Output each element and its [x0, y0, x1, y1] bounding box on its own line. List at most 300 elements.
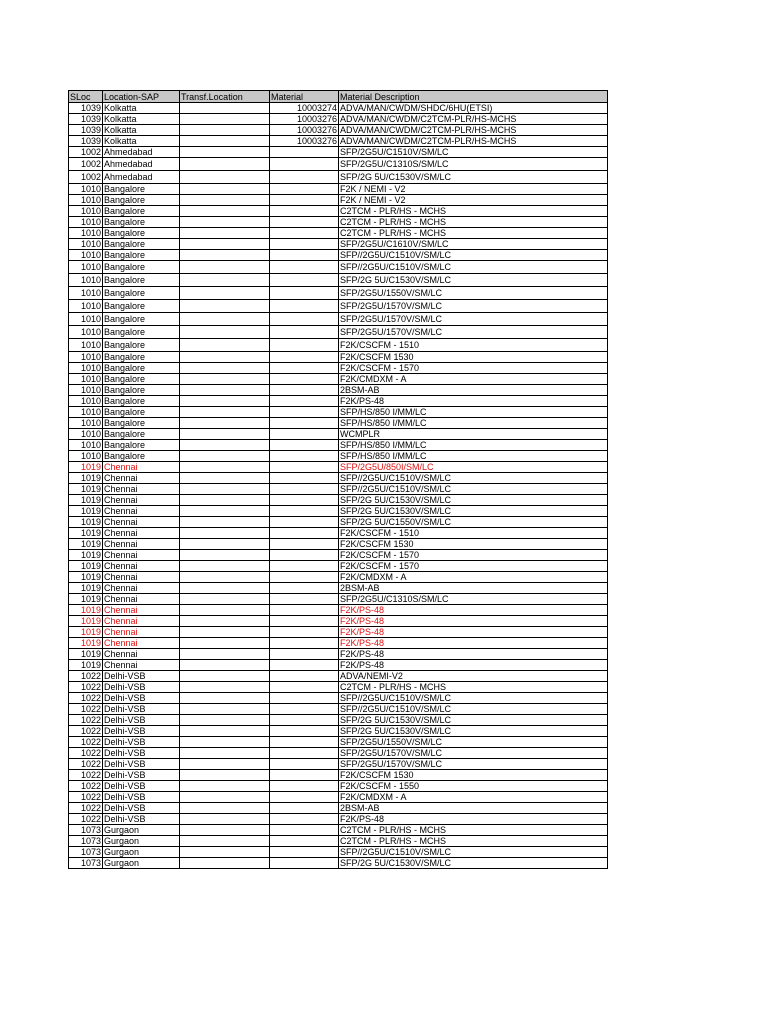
cell-material[interactable]	[270, 440, 339, 451]
header-material[interactable]: Material	[270, 91, 339, 103]
cell-location-sap[interactable]: Gurgaon	[103, 847, 180, 858]
cell-transf-location[interactable]	[180, 313, 270, 326]
cell-location-sap[interactable]: Bangalore	[103, 363, 180, 374]
cell-sloc[interactable]: 1010	[69, 418, 103, 429]
cell-transf-location[interactable]	[180, 539, 270, 550]
cell-location-sap[interactable]: Bangalore	[103, 385, 180, 396]
cell-sloc[interactable]: 1019	[69, 616, 103, 627]
cell-sloc[interactable]: 1002	[69, 171, 103, 184]
cell-transf-location[interactable]	[180, 649, 270, 660]
cell-location-sap[interactable]: Ahmedabad	[103, 147, 180, 158]
cell-sloc[interactable]: 1010	[69, 451, 103, 462]
cell-material[interactable]	[270, 627, 339, 638]
cell-material[interactable]	[270, 759, 339, 770]
cell-material[interactable]	[270, 326, 339, 339]
cell-material-description[interactable]: 2BSM-AB	[339, 583, 608, 594]
cell-location-sap[interactable]: Bangalore	[103, 339, 180, 352]
cell-material[interactable]	[270, 715, 339, 726]
cell-location-sap[interactable]: Ahmedabad	[103, 171, 180, 184]
cell-transf-location[interactable]	[180, 114, 270, 125]
cell-material-description[interactable]: SFP/2G5U/C1310S/SM/LC	[339, 594, 608, 605]
cell-sloc[interactable]: 1010	[69, 407, 103, 418]
cell-location-sap[interactable]: Chennai	[103, 506, 180, 517]
cell-transf-location[interactable]	[180, 440, 270, 451]
cell-location-sap[interactable]: Chennai	[103, 473, 180, 484]
cell-location-sap[interactable]: Delhi-VSB	[103, 748, 180, 759]
header-sloc[interactable]: SLoc	[69, 91, 103, 103]
cell-sloc[interactable]: 1073	[69, 825, 103, 836]
cell-material[interactable]	[270, 561, 339, 572]
cell-material[interactable]	[270, 693, 339, 704]
cell-transf-location[interactable]	[180, 550, 270, 561]
cell-material[interactable]	[270, 363, 339, 374]
cell-location-sap[interactable]: Bangalore	[103, 206, 180, 217]
cell-transf-location[interactable]	[180, 473, 270, 484]
cell-sloc[interactable]: 1010	[69, 217, 103, 228]
cell-material-description[interactable]: SFP/2G 5U/C1530V/SM/LC	[339, 858, 608, 869]
cell-material-description[interactable]: C2TCM - PLR/HS - MCHS	[339, 836, 608, 847]
cell-location-sap[interactable]: Bangalore	[103, 217, 180, 228]
cell-material-description[interactable]: SFP/2G5U/1550V/SM/LC	[339, 287, 608, 300]
cell-sloc[interactable]: 1019	[69, 638, 103, 649]
cell-material-description[interactable]: SFP//2G5U/C1510V/SM/LC	[339, 261, 608, 274]
cell-transf-location[interactable]	[180, 339, 270, 352]
cell-sloc[interactable]: 1019	[69, 550, 103, 561]
cell-material[interactable]: 10003276	[270, 136, 339, 147]
cell-material[interactable]	[270, 660, 339, 671]
cell-location-sap[interactable]: Bangalore	[103, 440, 180, 451]
cell-transf-location[interactable]	[180, 825, 270, 836]
cell-material-description[interactable]: F2K / NEMI - V2	[339, 195, 608, 206]
cell-transf-location[interactable]	[180, 682, 270, 693]
cell-transf-location[interactable]	[180, 495, 270, 506]
cell-location-sap[interactable]: Delhi-VSB	[103, 759, 180, 770]
cell-material[interactable]	[270, 250, 339, 261]
cell-transf-location[interactable]	[180, 250, 270, 261]
cell-transf-location[interactable]	[180, 103, 270, 114]
cell-sloc[interactable]: 1002	[69, 147, 103, 158]
cell-location-sap[interactable]: Bangalore	[103, 195, 180, 206]
cell-transf-location[interactable]	[180, 484, 270, 495]
cell-material-description[interactable]: F2K/CSCFM - 1570	[339, 561, 608, 572]
cell-transf-location[interactable]	[180, 136, 270, 147]
cell-material-description[interactable]: SFP//2G5U/C1510V/SM/LC	[339, 484, 608, 495]
cell-material-description[interactable]: SFP/2G5U/1570V/SM/LC	[339, 326, 608, 339]
cell-location-sap[interactable]: Delhi-VSB	[103, 693, 180, 704]
cell-location-sap[interactable]: Chennai	[103, 572, 180, 583]
cell-material-description[interactable]: F2K/CMDXM - A	[339, 374, 608, 385]
cell-material-description[interactable]: F2K/CSCFM - 1550	[339, 781, 608, 792]
cell-sloc[interactable]: 1010	[69, 352, 103, 363]
cell-transf-location[interactable]	[180, 770, 270, 781]
cell-sloc[interactable]: 1022	[69, 770, 103, 781]
cell-location-sap[interactable]: Gurgaon	[103, 836, 180, 847]
cell-sloc[interactable]: 1039	[69, 125, 103, 136]
cell-location-sap[interactable]: Kolkatta	[103, 114, 180, 125]
cell-location-sap[interactable]: Bangalore	[103, 407, 180, 418]
cell-sloc[interactable]: 1010	[69, 429, 103, 440]
cell-material-description[interactable]: F2K/CSCFM 1530	[339, 352, 608, 363]
cell-material[interactable]	[270, 385, 339, 396]
cell-location-sap[interactable]: Bangalore	[103, 184, 180, 195]
cell-transf-location[interactable]	[180, 572, 270, 583]
cell-material[interactable]	[270, 528, 339, 539]
cell-location-sap[interactable]: Chennai	[103, 550, 180, 561]
cell-material-description[interactable]: SFP//2G5U/C1510V/SM/LC	[339, 704, 608, 715]
cell-material[interactable]	[270, 616, 339, 627]
cell-material-description[interactable]: SFP//2G5U/C1510V/SM/LC	[339, 473, 608, 484]
cell-location-sap[interactable]: Kolkatta	[103, 103, 180, 114]
cell-transf-location[interactable]	[180, 206, 270, 217]
cell-location-sap[interactable]: Chennai	[103, 638, 180, 649]
cell-location-sap[interactable]: Bangalore	[103, 250, 180, 261]
cell-location-sap[interactable]: Delhi-VSB	[103, 770, 180, 781]
cell-material[interactable]	[270, 217, 339, 228]
cell-material-description[interactable]: SFP//2G5U/C1510V/SM/LC	[339, 847, 608, 858]
cell-material-description[interactable]: SFP//2G5U/C1510V/SM/LC	[339, 250, 608, 261]
header-location-sap[interactable]: Location-SAP	[103, 91, 180, 103]
cell-location-sap[interactable]: Ahmedabad	[103, 158, 180, 171]
cell-transf-location[interactable]	[180, 847, 270, 858]
cell-transf-location[interactable]	[180, 858, 270, 869]
cell-material-description[interactable]: C2TCM - PLR/HS - MCHS	[339, 206, 608, 217]
cell-transf-location[interactable]	[180, 517, 270, 528]
cell-location-sap[interactable]: Chennai	[103, 583, 180, 594]
cell-transf-location[interactable]	[180, 407, 270, 418]
cell-material-description[interactable]: SFP/2G 5U/C1530V/SM/LC	[339, 726, 608, 737]
cell-location-sap[interactable]: Bangalore	[103, 300, 180, 313]
cell-sloc[interactable]: 1022	[69, 803, 103, 814]
cell-material-description[interactable]: F2K/CMDXM - A	[339, 572, 608, 583]
cell-location-sap[interactable]: Chennai	[103, 528, 180, 539]
cell-material[interactable]	[270, 407, 339, 418]
cell-material[interactable]	[270, 726, 339, 737]
cell-material-description[interactable]: SFP/2G5U/1570V/SM/LC	[339, 759, 608, 770]
cell-sloc[interactable]: 1022	[69, 748, 103, 759]
cell-transf-location[interactable]	[180, 506, 270, 517]
cell-sloc[interactable]: 1019	[69, 539, 103, 550]
cell-sloc[interactable]: 1010	[69, 385, 103, 396]
cell-sloc[interactable]: 1010	[69, 206, 103, 217]
cell-material-description[interactable]: F2K/CSCFM 1530	[339, 770, 608, 781]
cell-location-sap[interactable]: Delhi-VSB	[103, 704, 180, 715]
cell-material-description[interactable]: F2K/PS-48	[339, 605, 608, 616]
cell-material-description[interactable]: ADVA/MAN/CWDM/C2TCM-PLR/HS-MCHS	[339, 136, 608, 147]
cell-material-description[interactable]: F2K/PS-48	[339, 638, 608, 649]
cell-transf-location[interactable]	[180, 217, 270, 228]
cell-sloc[interactable]: 1019	[69, 462, 103, 473]
cell-material-description[interactable]: SFP/HS/850 I/MM/LC	[339, 451, 608, 462]
cell-transf-location[interactable]	[180, 385, 270, 396]
cell-material[interactable]	[270, 195, 339, 206]
cell-location-sap[interactable]: Kolkatta	[103, 125, 180, 136]
cell-location-sap[interactable]: Gurgaon	[103, 825, 180, 836]
cell-material[interactable]	[270, 792, 339, 803]
cell-location-sap[interactable]: Delhi-VSB	[103, 726, 180, 737]
cell-transf-location[interactable]	[180, 171, 270, 184]
cell-location-sap[interactable]: Chennai	[103, 616, 180, 627]
cell-transf-location[interactable]	[180, 374, 270, 385]
cell-material-description[interactable]: F2K/PS-48	[339, 396, 608, 407]
cell-sloc[interactable]: 1010	[69, 250, 103, 261]
cell-material-description[interactable]: SFP/2G5U/1570V/SM/LC	[339, 300, 608, 313]
cell-sloc[interactable]: 1010	[69, 396, 103, 407]
cell-transf-location[interactable]	[180, 239, 270, 250]
cell-material[interactable]	[270, 473, 339, 484]
cell-material-description[interactable]: F2K/PS-48	[339, 616, 608, 627]
cell-material[interactable]	[270, 770, 339, 781]
cell-transf-location[interactable]	[180, 781, 270, 792]
cell-material-description[interactable]: ADVA/NEMI-V2	[339, 671, 608, 682]
cell-sloc[interactable]: 1019	[69, 660, 103, 671]
cell-material[interactable]	[270, 649, 339, 660]
cell-material-description[interactable]: 2BSM-AB	[339, 803, 608, 814]
cell-material-description[interactable]: F2K/PS-48	[339, 649, 608, 660]
cell-sloc[interactable]: 1010	[69, 339, 103, 352]
cell-transf-location[interactable]	[180, 737, 270, 748]
cell-sloc[interactable]: 1022	[69, 704, 103, 715]
cell-sloc[interactable]: 1022	[69, 682, 103, 693]
cell-transf-location[interactable]	[180, 451, 270, 462]
cell-sloc[interactable]: 1010	[69, 287, 103, 300]
cell-location-sap[interactable]: Kolkatta	[103, 136, 180, 147]
cell-sloc[interactable]: 1019	[69, 528, 103, 539]
cell-material-description[interactable]: SFP/2G5U/1570V/SM/LC	[339, 313, 608, 326]
cell-sloc[interactable]: 1022	[69, 759, 103, 770]
cell-material-description[interactable]: 2BSM-AB	[339, 385, 608, 396]
cell-location-sap[interactable]: Bangalore	[103, 228, 180, 239]
cell-sloc[interactable]: 1022	[69, 814, 103, 825]
cell-transf-location[interactable]	[180, 748, 270, 759]
cell-material[interactable]	[270, 682, 339, 693]
cell-location-sap[interactable]: Bangalore	[103, 239, 180, 250]
cell-material-description[interactable]: SFP/2G5U/1550V/SM/LC	[339, 737, 608, 748]
cell-transf-location[interactable]	[180, 274, 270, 287]
header-material-description[interactable]: Material Description	[339, 91, 608, 103]
cell-location-sap[interactable]: Chennai	[103, 561, 180, 572]
cell-sloc[interactable]: 1010	[69, 184, 103, 195]
cell-material[interactable]	[270, 539, 339, 550]
cell-transf-location[interactable]	[180, 184, 270, 195]
cell-material-description[interactable]: F2K/CSCFM - 1570	[339, 363, 608, 374]
cell-sloc[interactable]: 1039	[69, 136, 103, 147]
cell-sloc[interactable]: 1010	[69, 313, 103, 326]
cell-transf-location[interactable]	[180, 326, 270, 339]
cell-transf-location[interactable]	[180, 803, 270, 814]
cell-material-description[interactable]: F2K/CSCFM - 1570	[339, 550, 608, 561]
cell-material-description[interactable]: SFP/HS/850 I/MM/LC	[339, 418, 608, 429]
cell-sloc[interactable]: 1019	[69, 495, 103, 506]
cell-sloc[interactable]: 1019	[69, 605, 103, 616]
cell-material[interactable]: 10003276	[270, 114, 339, 125]
cell-material[interactable]	[270, 429, 339, 440]
cell-location-sap[interactable]: Gurgaon	[103, 858, 180, 869]
cell-transf-location[interactable]	[180, 363, 270, 374]
cell-material[interactable]: 10003276	[270, 125, 339, 136]
cell-material[interactable]	[270, 550, 339, 561]
cell-location-sap[interactable]: Bangalore	[103, 326, 180, 339]
cell-sloc[interactable]: 1019	[69, 506, 103, 517]
cell-sloc[interactable]: 1019	[69, 572, 103, 583]
cell-material[interactable]	[270, 836, 339, 847]
cell-sloc[interactable]: 1019	[69, 517, 103, 528]
cell-material-description[interactable]: SFP/2G 5U/C1530V/SM/LC	[339, 274, 608, 287]
header-transf-location[interactable]: Transf.Location	[180, 91, 270, 103]
cell-transf-location[interactable]	[180, 429, 270, 440]
cell-location-sap[interactable]: Chennai	[103, 484, 180, 495]
cell-transf-location[interactable]	[180, 261, 270, 274]
cell-sloc[interactable]: 1073	[69, 858, 103, 869]
cell-sloc[interactable]: 1010	[69, 274, 103, 287]
cell-location-sap[interactable]: Delhi-VSB	[103, 781, 180, 792]
cell-location-sap[interactable]: Bangalore	[103, 374, 180, 385]
cell-material-description[interactable]: C2TCM - PLR/HS - MCHS	[339, 217, 608, 228]
cell-sloc[interactable]: 1010	[69, 363, 103, 374]
cell-material-description[interactable]: SFP/2G5U/C1610V/SM/LC	[339, 239, 608, 250]
cell-transf-location[interactable]	[180, 583, 270, 594]
cell-material[interactable]	[270, 261, 339, 274]
cell-material-description[interactable]: C2TCM - PLR/HS - MCHS	[339, 682, 608, 693]
cell-material[interactable]	[270, 274, 339, 287]
cell-material-description[interactable]: SFP/2G5U/1570V/SM/LC	[339, 748, 608, 759]
cell-material-description[interactable]: C2TCM - PLR/HS - MCHS	[339, 825, 608, 836]
cell-material[interactable]	[270, 184, 339, 195]
cell-material-description[interactable]: F2K/CMDXM - A	[339, 792, 608, 803]
cell-location-sap[interactable]: Chennai	[103, 462, 180, 473]
cell-location-sap[interactable]: Bangalore	[103, 396, 180, 407]
cell-sloc[interactable]: 1002	[69, 158, 103, 171]
cell-material-description[interactable]: F2K / NEMI - V2	[339, 184, 608, 195]
cell-transf-location[interactable]	[180, 605, 270, 616]
cell-transf-location[interactable]	[180, 561, 270, 572]
cell-material[interactable]	[270, 495, 339, 506]
cell-material[interactable]	[270, 206, 339, 217]
cell-transf-location[interactable]	[180, 726, 270, 737]
cell-location-sap[interactable]: Chennai	[103, 660, 180, 671]
cell-transf-location[interactable]	[180, 418, 270, 429]
cell-sloc[interactable]: 1019	[69, 473, 103, 484]
cell-material-description[interactable]: F2K/PS-48	[339, 627, 608, 638]
cell-location-sap[interactable]: Chennai	[103, 649, 180, 660]
cell-sloc[interactable]: 1010	[69, 239, 103, 250]
cell-material[interactable]	[270, 396, 339, 407]
cell-location-sap[interactable]: Chennai	[103, 594, 180, 605]
cell-material[interactable]	[270, 583, 339, 594]
cell-transf-location[interactable]	[180, 125, 270, 136]
cell-transf-location[interactable]	[180, 836, 270, 847]
cell-material[interactable]	[270, 339, 339, 352]
cell-material[interactable]	[270, 147, 339, 158]
cell-material-description[interactable]: SFP/2G5U/850I/SM/LC	[339, 462, 608, 473]
cell-material[interactable]	[270, 781, 339, 792]
cell-sloc[interactable]: 1022	[69, 792, 103, 803]
cell-location-sap[interactable]: Delhi-VSB	[103, 671, 180, 682]
cell-transf-location[interactable]	[180, 195, 270, 206]
cell-transf-location[interactable]	[180, 759, 270, 770]
cell-material-description[interactable]: SFP/HS/850 I/MM/LC	[339, 440, 608, 451]
cell-material[interactable]	[270, 605, 339, 616]
cell-transf-location[interactable]	[180, 158, 270, 171]
cell-material[interactable]	[270, 239, 339, 250]
cell-material[interactable]	[270, 825, 339, 836]
cell-material[interactable]	[270, 462, 339, 473]
cell-sloc[interactable]: 1022	[69, 781, 103, 792]
cell-sloc[interactable]: 1019	[69, 627, 103, 638]
cell-material-description[interactable]: ADVA/MAN/CWDM/C2TCM-PLR/HS-MCHS	[339, 114, 608, 125]
cell-sloc[interactable]: 1022	[69, 737, 103, 748]
cell-sloc[interactable]: 1010	[69, 300, 103, 313]
cell-material-description[interactable]: SFP/2G5U/C1510V/SM/LC	[339, 147, 608, 158]
cell-sloc[interactable]: 1010	[69, 326, 103, 339]
cell-material[interactable]	[270, 506, 339, 517]
cell-sloc[interactable]: 1073	[69, 836, 103, 847]
cell-transf-location[interactable]	[180, 616, 270, 627]
cell-transf-location[interactable]	[180, 300, 270, 313]
cell-transf-location[interactable]	[180, 147, 270, 158]
cell-transf-location[interactable]	[180, 638, 270, 649]
cell-transf-location[interactable]	[180, 528, 270, 539]
cell-sloc[interactable]: 1019	[69, 649, 103, 660]
cell-material-description[interactable]: WCMPLR	[339, 429, 608, 440]
cell-sloc[interactable]: 1010	[69, 195, 103, 206]
cell-location-sap[interactable]: Delhi-VSB	[103, 814, 180, 825]
cell-transf-location[interactable]	[180, 594, 270, 605]
cell-material-description[interactable]: F2K/CSCFM - 1510	[339, 528, 608, 539]
cell-location-sap[interactable]: Bangalore	[103, 261, 180, 274]
cell-location-sap[interactable]: Chennai	[103, 605, 180, 616]
cell-location-sap[interactable]: Bangalore	[103, 352, 180, 363]
cell-sloc[interactable]: 1039	[69, 114, 103, 125]
cell-material-description[interactable]: SFP/HS/850 I/MM/LC	[339, 407, 608, 418]
cell-material[interactable]	[270, 352, 339, 363]
cell-location-sap[interactable]: Delhi-VSB	[103, 803, 180, 814]
cell-material[interactable]	[270, 451, 339, 462]
cell-location-sap[interactable]: Bangalore	[103, 287, 180, 300]
cell-sloc[interactable]: 1019	[69, 561, 103, 572]
cell-material[interactable]	[270, 572, 339, 583]
cell-location-sap[interactable]: Chennai	[103, 495, 180, 506]
cell-material[interactable]	[270, 847, 339, 858]
cell-material-description[interactable]: ADVA/MAN/CWDM/SHDC/6HU(ETSI)	[339, 103, 608, 114]
cell-material[interactable]	[270, 803, 339, 814]
cell-sloc[interactable]: 1022	[69, 693, 103, 704]
cell-material-description[interactable]: F2K/PS-48	[339, 660, 608, 671]
cell-transf-location[interactable]	[180, 352, 270, 363]
cell-location-sap[interactable]: Bangalore	[103, 451, 180, 462]
cell-transf-location[interactable]	[180, 671, 270, 682]
cell-material[interactable]	[270, 158, 339, 171]
cell-transf-location[interactable]	[180, 792, 270, 803]
cell-transf-location[interactable]	[180, 228, 270, 239]
cell-material-description[interactable]: F2K/CSCFM - 1510	[339, 339, 608, 352]
cell-sloc[interactable]: 1019	[69, 583, 103, 594]
cell-sloc[interactable]: 1010	[69, 374, 103, 385]
cell-material-description[interactable]: SFP/2G 5U/C1530V/SM/LC	[339, 495, 608, 506]
cell-location-sap[interactable]: Delhi-VSB	[103, 737, 180, 748]
cell-material-description[interactable]: SFP/2G 5U/C1530V/SM/LC	[339, 506, 608, 517]
cell-sloc[interactable]: 1019	[69, 594, 103, 605]
cell-material-description[interactable]: F2K/CSCFM 1530	[339, 539, 608, 550]
cell-sloc[interactable]: 1039	[69, 103, 103, 114]
cell-location-sap[interactable]: Chennai	[103, 517, 180, 528]
cell-transf-location[interactable]	[180, 704, 270, 715]
cell-transf-location[interactable]	[180, 715, 270, 726]
cell-material[interactable]	[270, 594, 339, 605]
cell-material-description[interactable]: F2K/PS-48	[339, 814, 608, 825]
cell-transf-location[interactable]	[180, 660, 270, 671]
cell-transf-location[interactable]	[180, 462, 270, 473]
cell-material[interactable]	[270, 517, 339, 528]
